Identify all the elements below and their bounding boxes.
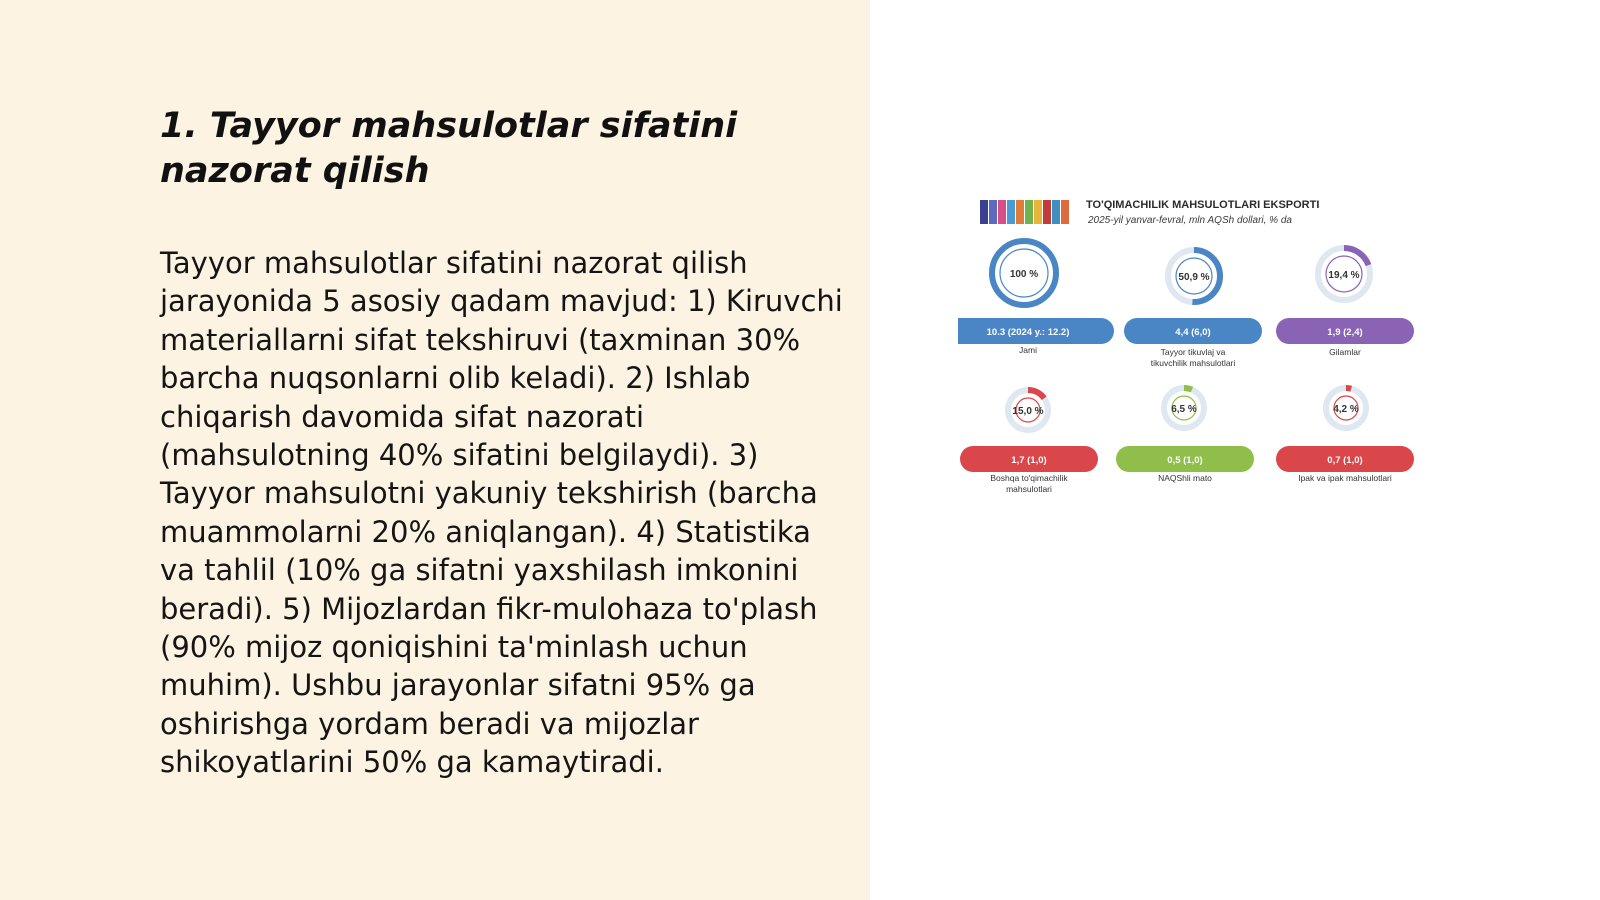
item-name: Boshqa to'qimachilik mahsulotlari	[990, 473, 1068, 494]
value-label: 0,7 (1,0)	[1327, 455, 1363, 466]
item-name: Ipak va ipak mahsulotlari	[1298, 473, 1392, 483]
slide-body-text: Tayyor mahsulotlar sifatini nazorat qilish jarayonida 5 asosiy qadam mavjud: 1) Kiruvchi materiallarni sifat tekshiruvi (taxminan 30% barcha nuqsonlarni olib keladi). 2) Ishlab chiqarish davomida sifat nazorati (mahsulotning 40% sifatini belgilaydi). 3) Tayyor mahsulotni yakuniy tekshirish (barcha muammolarni 20% aniqlangan). 4) Statistika va tahlil (10% ga sifatni yaxshilash imkonini beradi). 5) Mijozlardan fikr-mulohaza to'plash (90% mijoz qoniqishini ta'minlash uchun muhim). Ushbu jarayonlar sifatni 95% ga oshirishga yordam beradi va mijozlar shikoyatlarini 50% ga kamaytiradi.	[160, 246, 843, 780]
item-name: Jami	[1019, 345, 1037, 355]
percent-label: 4,2 %	[1333, 404, 1359, 415]
percent-label: 6,5 %	[1171, 404, 1197, 415]
export-item	[1276, 388, 1414, 483]
percent-label: 50,9 %	[1178, 272, 1210, 283]
item-name: Gilamlar	[1329, 347, 1361, 357]
export-item	[958, 241, 1114, 355]
export-item	[1124, 250, 1262, 368]
value-label: 0,5 (1,0)	[1167, 455, 1203, 466]
percent-label: 15,0 %	[1012, 406, 1044, 417]
stripes-logo-icon	[980, 200, 1069, 224]
export-item	[1116, 388, 1254, 483]
export-item	[960, 390, 1098, 494]
item-name: Tayyor tikuvlaj va tikuvchilik mahsulotlari	[1150, 347, 1236, 368]
value-label: 1,9 (2,4)	[1327, 327, 1363, 338]
percent-label: 19,4 %	[1328, 270, 1360, 281]
infographic-subtitle: 2025-yil yanvar-fevral, mln AQSh dollari, % da	[1088, 215, 1292, 226]
export-infographic	[958, 190, 1458, 520]
percent-label: 100 %	[1009, 269, 1039, 280]
export-item	[1276, 248, 1414, 357]
item-name: NAQShli mato	[1158, 473, 1212, 483]
infographic-title: TO'QIMACHILIK MAHSULOTLARI EKSPORTI	[1086, 199, 1320, 211]
value-label: 10.3 (2024 y.: 12.2)	[986, 327, 1070, 338]
value-label: 4,4 (6,0)	[1175, 327, 1211, 338]
slide-title: 1. Tayyor mahsulotlar sifatini nazorat qilish	[160, 106, 738, 191]
value-label: 1,7 (1,0)	[1011, 455, 1047, 466]
